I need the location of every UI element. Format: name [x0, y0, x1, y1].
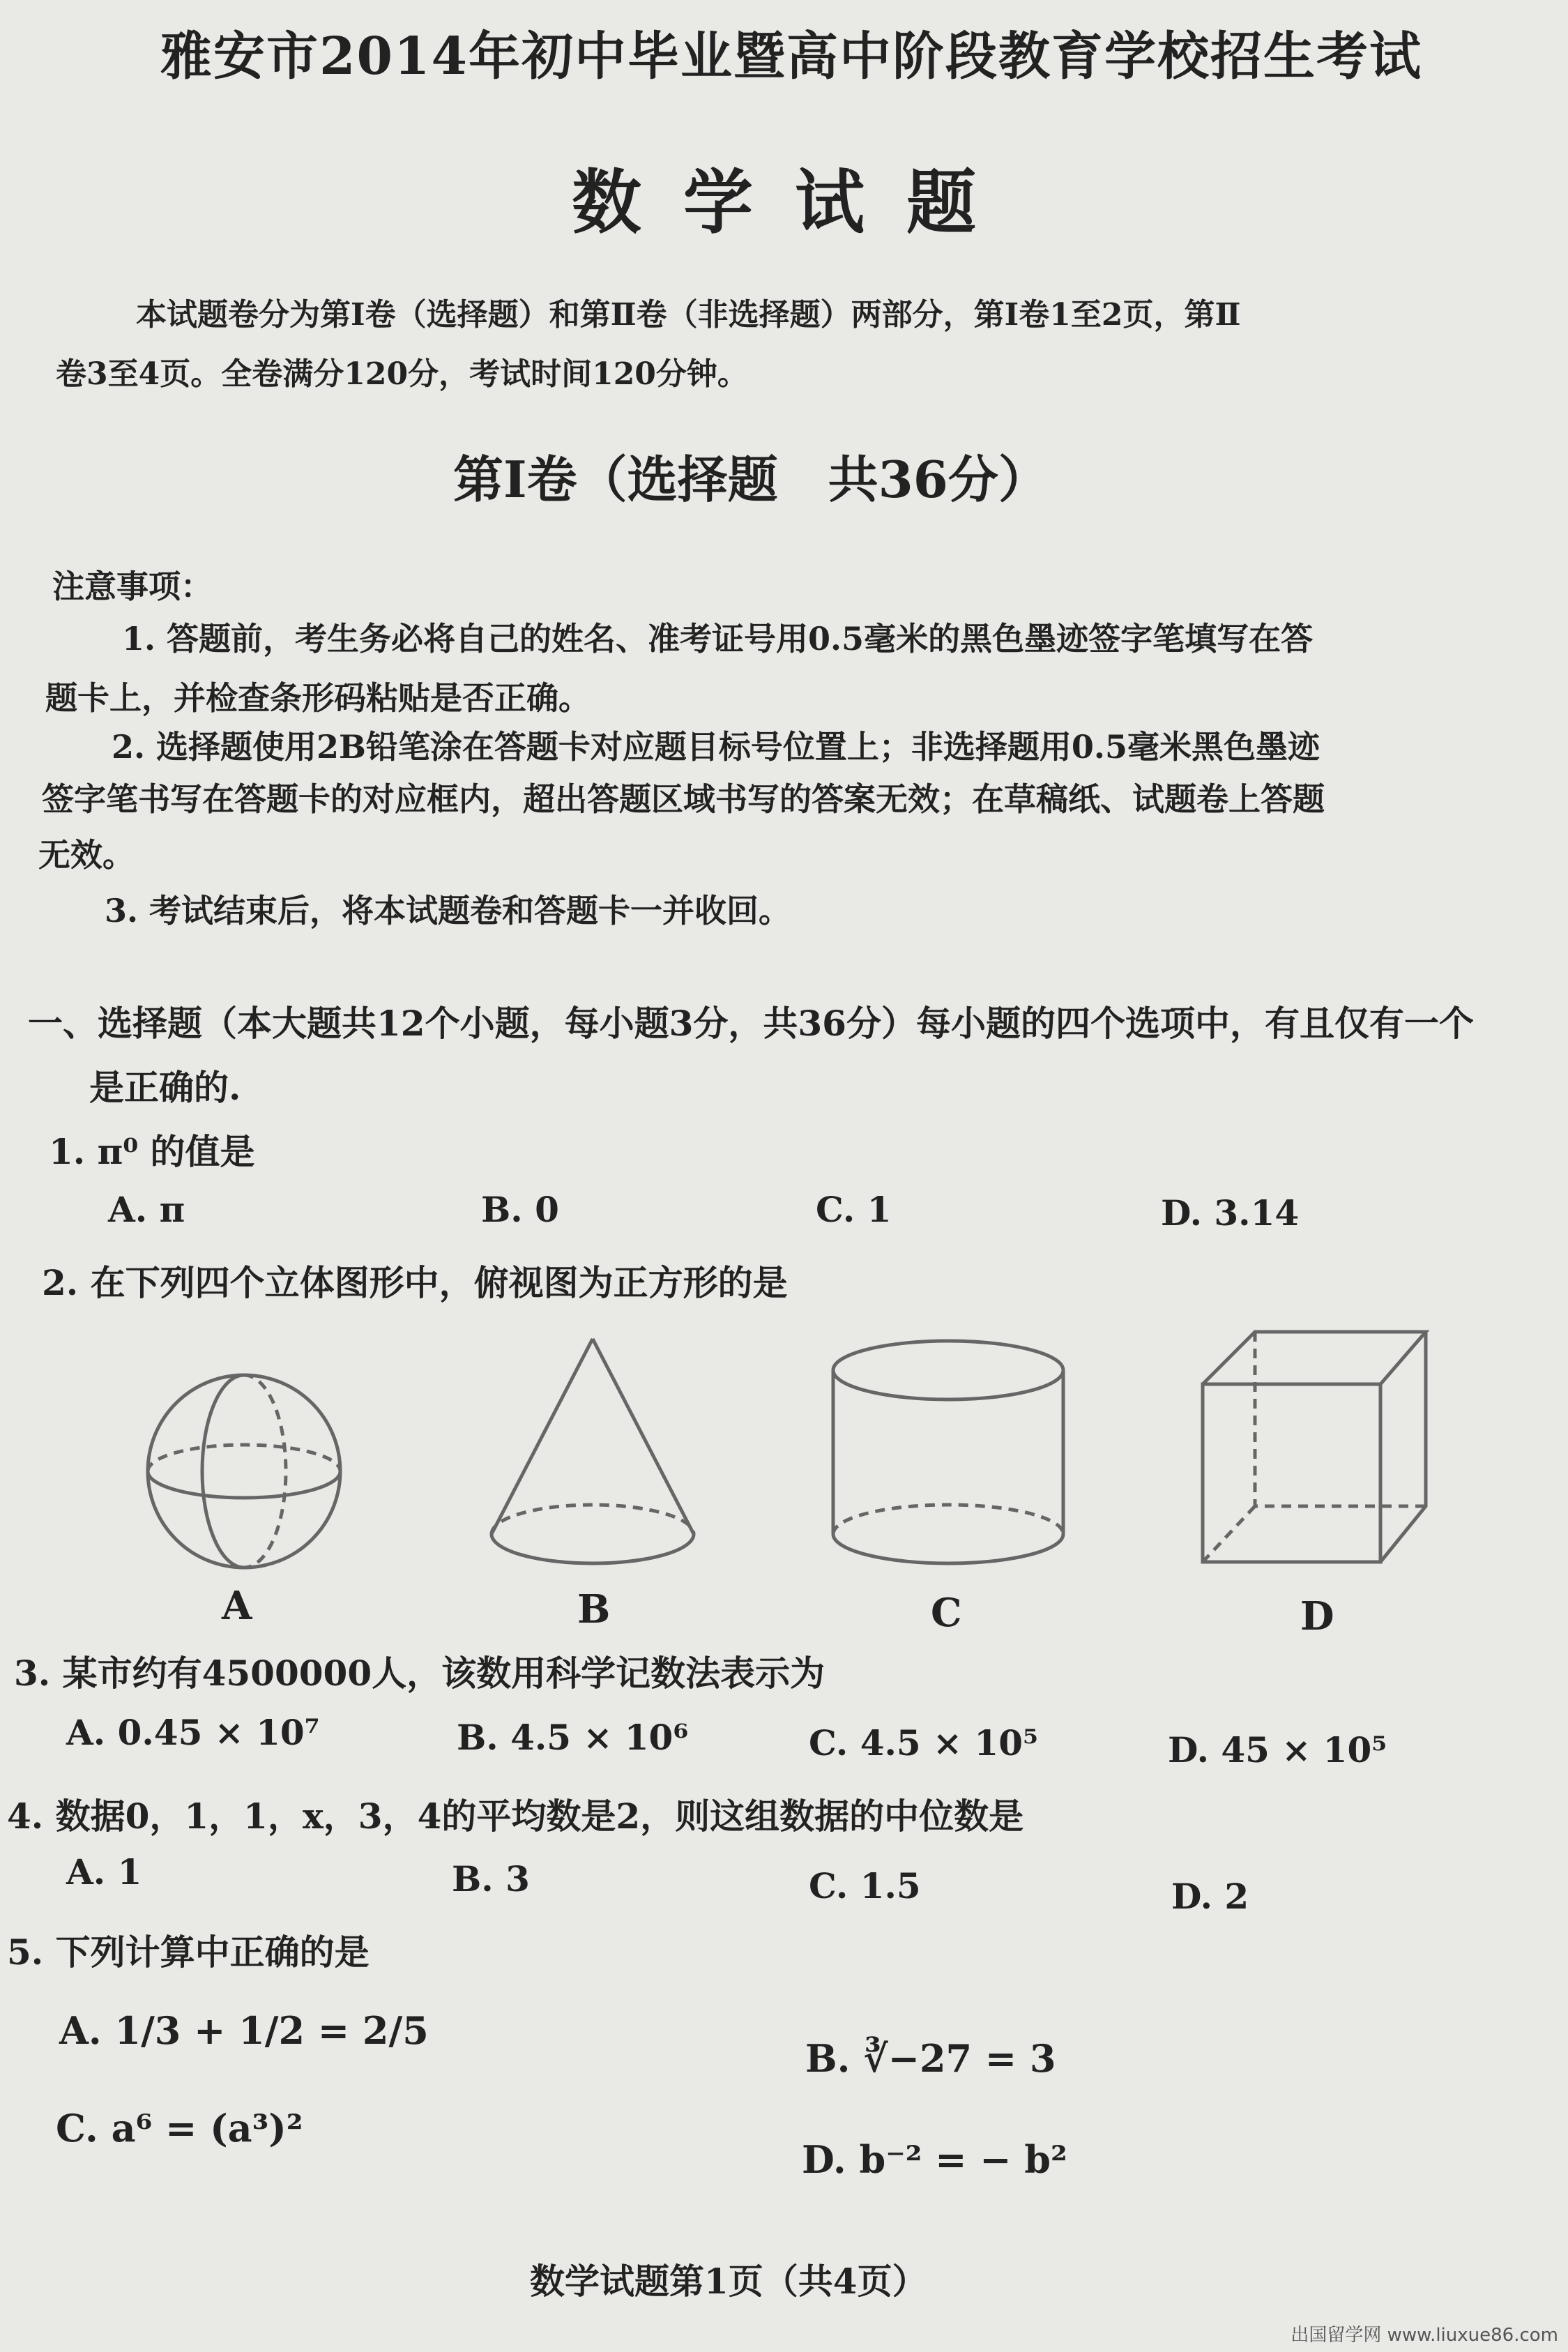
figure-label-d: D: [1300, 1593, 1334, 1639]
notice-line: 无效。: [38, 836, 135, 874]
exam-subtitle: 数学试题: [572, 161, 1018, 243]
option-b: B. 4.5 × 10⁶: [457, 1717, 689, 1758]
notice-line: 签字笔书写在答题卡的对应框内，超出答题区域书写的答案无效；在草稿纸、试题卷上答题: [42, 780, 1325, 818]
notice-line: 题卡上，并检查条形码粘贴是否正确。: [45, 679, 591, 717]
option-a: A. 0.45 × 10⁷: [66, 1712, 320, 1753]
option-a: A. π: [108, 1189, 185, 1230]
intro-line-2: 卷3至4页。全卷满分120分，考试时间120分钟。: [56, 356, 748, 392]
section-1-heading: 一、选择题（本大题共12个小题，每小题3分，共36分）每小题的四个选项中，有且仅有一个: [28, 1003, 1474, 1044]
option-c: C. a⁶ = (a³)²: [56, 2106, 303, 2150]
option-d: D. 2: [1171, 1876, 1249, 1917]
notice-heading: 注意事项：: [52, 568, 213, 605]
question-stem: 4. 数据0，1，1，x，3，4的平均数是2，则这组数据的中位数是: [7, 1796, 1024, 1837]
figure-label-b: B: [577, 1586, 611, 1632]
option-b: B. ∛−27 = 3: [805, 2036, 1056, 2081]
notice-line: 3. 考试结束后，将本试题卷和答题卡一并收回。: [105, 892, 791, 930]
figure-label-a: A: [222, 1583, 252, 1629]
option-b: B. 0: [481, 1189, 559, 1230]
exam-title: 雅安市2014年初中毕业暨高中阶段教育学校招生考试: [160, 26, 1422, 86]
section-1-heading-cont: 是正确的.: [89, 1067, 241, 1108]
option-d: D. b⁻² = − b²: [802, 2137, 1067, 2182]
intro-line-1: 本试题卷分为第Ⅰ卷（选择题）和第Ⅱ卷（非选择题）两部分，第Ⅰ卷1至2页，第Ⅱ: [136, 297, 1241, 333]
option-a: A. 1: [66, 1851, 142, 1892]
option-d: D. 45 × 10⁵: [1168, 1729, 1387, 1770]
cylinder-icon: [826, 1332, 1077, 1576]
figure-label-c: C: [931, 1590, 962, 1636]
volume-heading: 第Ⅰ卷（选择题 共36分）: [453, 450, 1049, 509]
option-a: A. 1/3 + 1/2 = 2/5: [59, 2008, 429, 2053]
cube-icon: [1196, 1321, 1433, 1572]
option-c: C. 4.5 × 10⁵: [809, 1722, 1038, 1763]
sphere-icon: [132, 1367, 370, 1576]
watermark: 出国留学网 www.liuxue86.com: [1291, 2325, 1558, 2346]
option-d: D. 3.14: [1161, 1192, 1300, 1234]
cone-icon: [481, 1332, 718, 1576]
question-stem: 1. π⁰ 的值是: [49, 1131, 255, 1172]
option-c: C. 1.5: [809, 1865, 921, 1906]
question-stem: 2. 在下列四个立体图形中，俯视图为正方形的是: [42, 1262, 788, 1303]
question-stem: 3. 某市约有4500000人，该数用科学记数法表示为: [14, 1653, 825, 1694]
question-stem: 5. 下列计算中正确的是: [7, 1932, 370, 1973]
page-footer: 数学试题第1页（共4页）: [530, 2261, 927, 2302]
option-c: C. 1: [816, 1189, 892, 1230]
option-b: B. 3: [452, 1858, 530, 1899]
notice-line: 2. 选择题使用2B铅笔涂在答题卡对应题目标号位置上；非选择题用0.5毫米黑色墨迹: [112, 728, 1320, 766]
notice-line: 1. 答题前，考生务必将自己的姓名、准考证号用0.5毫米的黑色墨迹签字笔填写在答: [122, 620, 1314, 658]
